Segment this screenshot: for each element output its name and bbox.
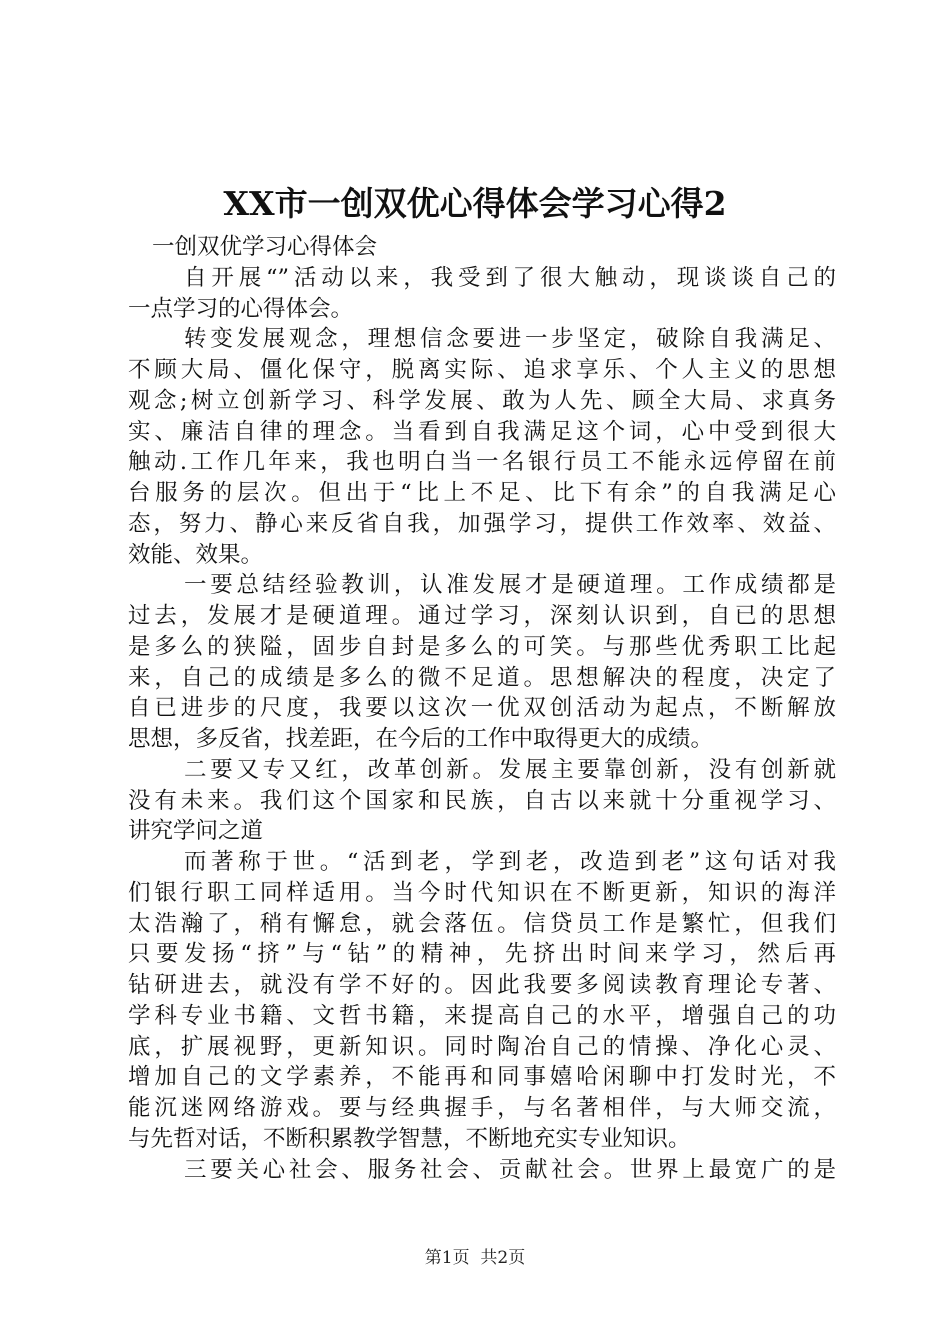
- text-line: 底，扩展视野，更新知识。同时陶冶自己的情操、净化心灵、: [128, 1033, 836, 1060]
- text-line: 一要总结经验教训，认准发展才是硬道理。工作成绩都是: [184, 572, 836, 599]
- text-line: 能沉迷网络游戏。要与经典握手，与名著相伴，与大师交流，: [128, 1095, 836, 1121]
- text-line: 而著称于世。“活到老，学到老，改造到老”这句话对我: [184, 849, 836, 875]
- text-line: 实、廉洁自律的理念。当看到自我满足这个词，心中受到很大: [128, 418, 836, 445]
- text-line: 太浩瀚了，稍有懈怠，就会落伍。信贷员工作是繁忙，但我们: [128, 910, 836, 937]
- text-line: 台服务的层次。但出于“比上不足、比下有余”的自我满足心: [128, 480, 836, 506]
- text-line: 增加自己的文学素养，不能再和同事嬉哈闲聊中打发时光，不: [128, 1064, 836, 1091]
- text-line: 效能、效果。: [128, 541, 264, 568]
- text-line: 二要又专又红，改革创新。发展主要靠创新，没有创新就: [184, 756, 836, 783]
- text-line: 没有未来。我们这个国家和民族，自古以来就十分重视学习、: [128, 787, 836, 814]
- text-line: 们银行职工同样适用。当今时代知识在不断更新，知识的海洋: [128, 879, 836, 906]
- text-line: 只要发扬“挤”与“钻”的精神，先挤出时间来学习，然后再: [128, 941, 836, 968]
- text-line: 转变发展观念，理想信念要进一步坚定，破除自我满足、: [184, 326, 836, 353]
- text-line: 触动.工作几年来，我也明白当一名银行员工不能永远停留在前: [128, 449, 836, 476]
- text-line: 态，努力、静心来反省自我，加强学习，提供工作效率、效益、: [128, 510, 836, 537]
- text-line: 一点学习的心得体会。: [128, 295, 354, 322]
- document-body: [128, 232, 836, 1185]
- text-line: 三要关心社会、服务社会、贡献社会。世界上最宽广的是: [184, 1156, 836, 1183]
- text-line: 自开展“”活动以来，我受到了很大触动，现谈谈自己的: [184, 264, 836, 291]
- page-number-total: 共2页: [480, 1248, 526, 1268]
- text-line: 是多么的狭隘，固步自封是多么的可笑。与那些优秀职工比起: [128, 633, 836, 660]
- text-line: 来，自己的成绩是多么的微不足道。思想解决的程度，决定了: [128, 664, 836, 691]
- text-line: 观念;树立创新学习、科学发展、敢为人先、顾全大局、求真务: [128, 387, 836, 414]
- text-line: 思想，多反省，找差距，在今后的工作中取得更大的成绩。: [128, 726, 714, 752]
- text-line: 自已进步的尺度，我要以这次一优双创活动为起点，不断解放: [128, 695, 836, 722]
- text-line: 不顾大局、僵化保守，脱离实际、追求享乐、个人主义的思想: [128, 357, 836, 383]
- text-line: 学科专业书籍、文哲书籍，来提高自己的水平，增强自己的功: [128, 1002, 836, 1029]
- text-line: 一创双优学习心得体会: [152, 234, 378, 260]
- page-number-current: 第1页: [424, 1248, 470, 1268]
- text-line: 钻研进去，就没有学不好的。因此我要多阅读教育理论专著、: [128, 972, 836, 998]
- page-footer: [0, 1246, 950, 1270]
- text-line: 讲究学问之道: [128, 818, 264, 845]
- footer-separator: [470, 1248, 481, 1268]
- text-line: 过去，发展才是硬道理。通过学习，深刻认识到，自已的思想: [128, 603, 836, 629]
- text-line: 与先哲对话，不断积累教学智慧，不断地充实专业知识。: [128, 1125, 691, 1152]
- page-title: XX市一创双优心得体会学习心得2: [223, 184, 727, 223]
